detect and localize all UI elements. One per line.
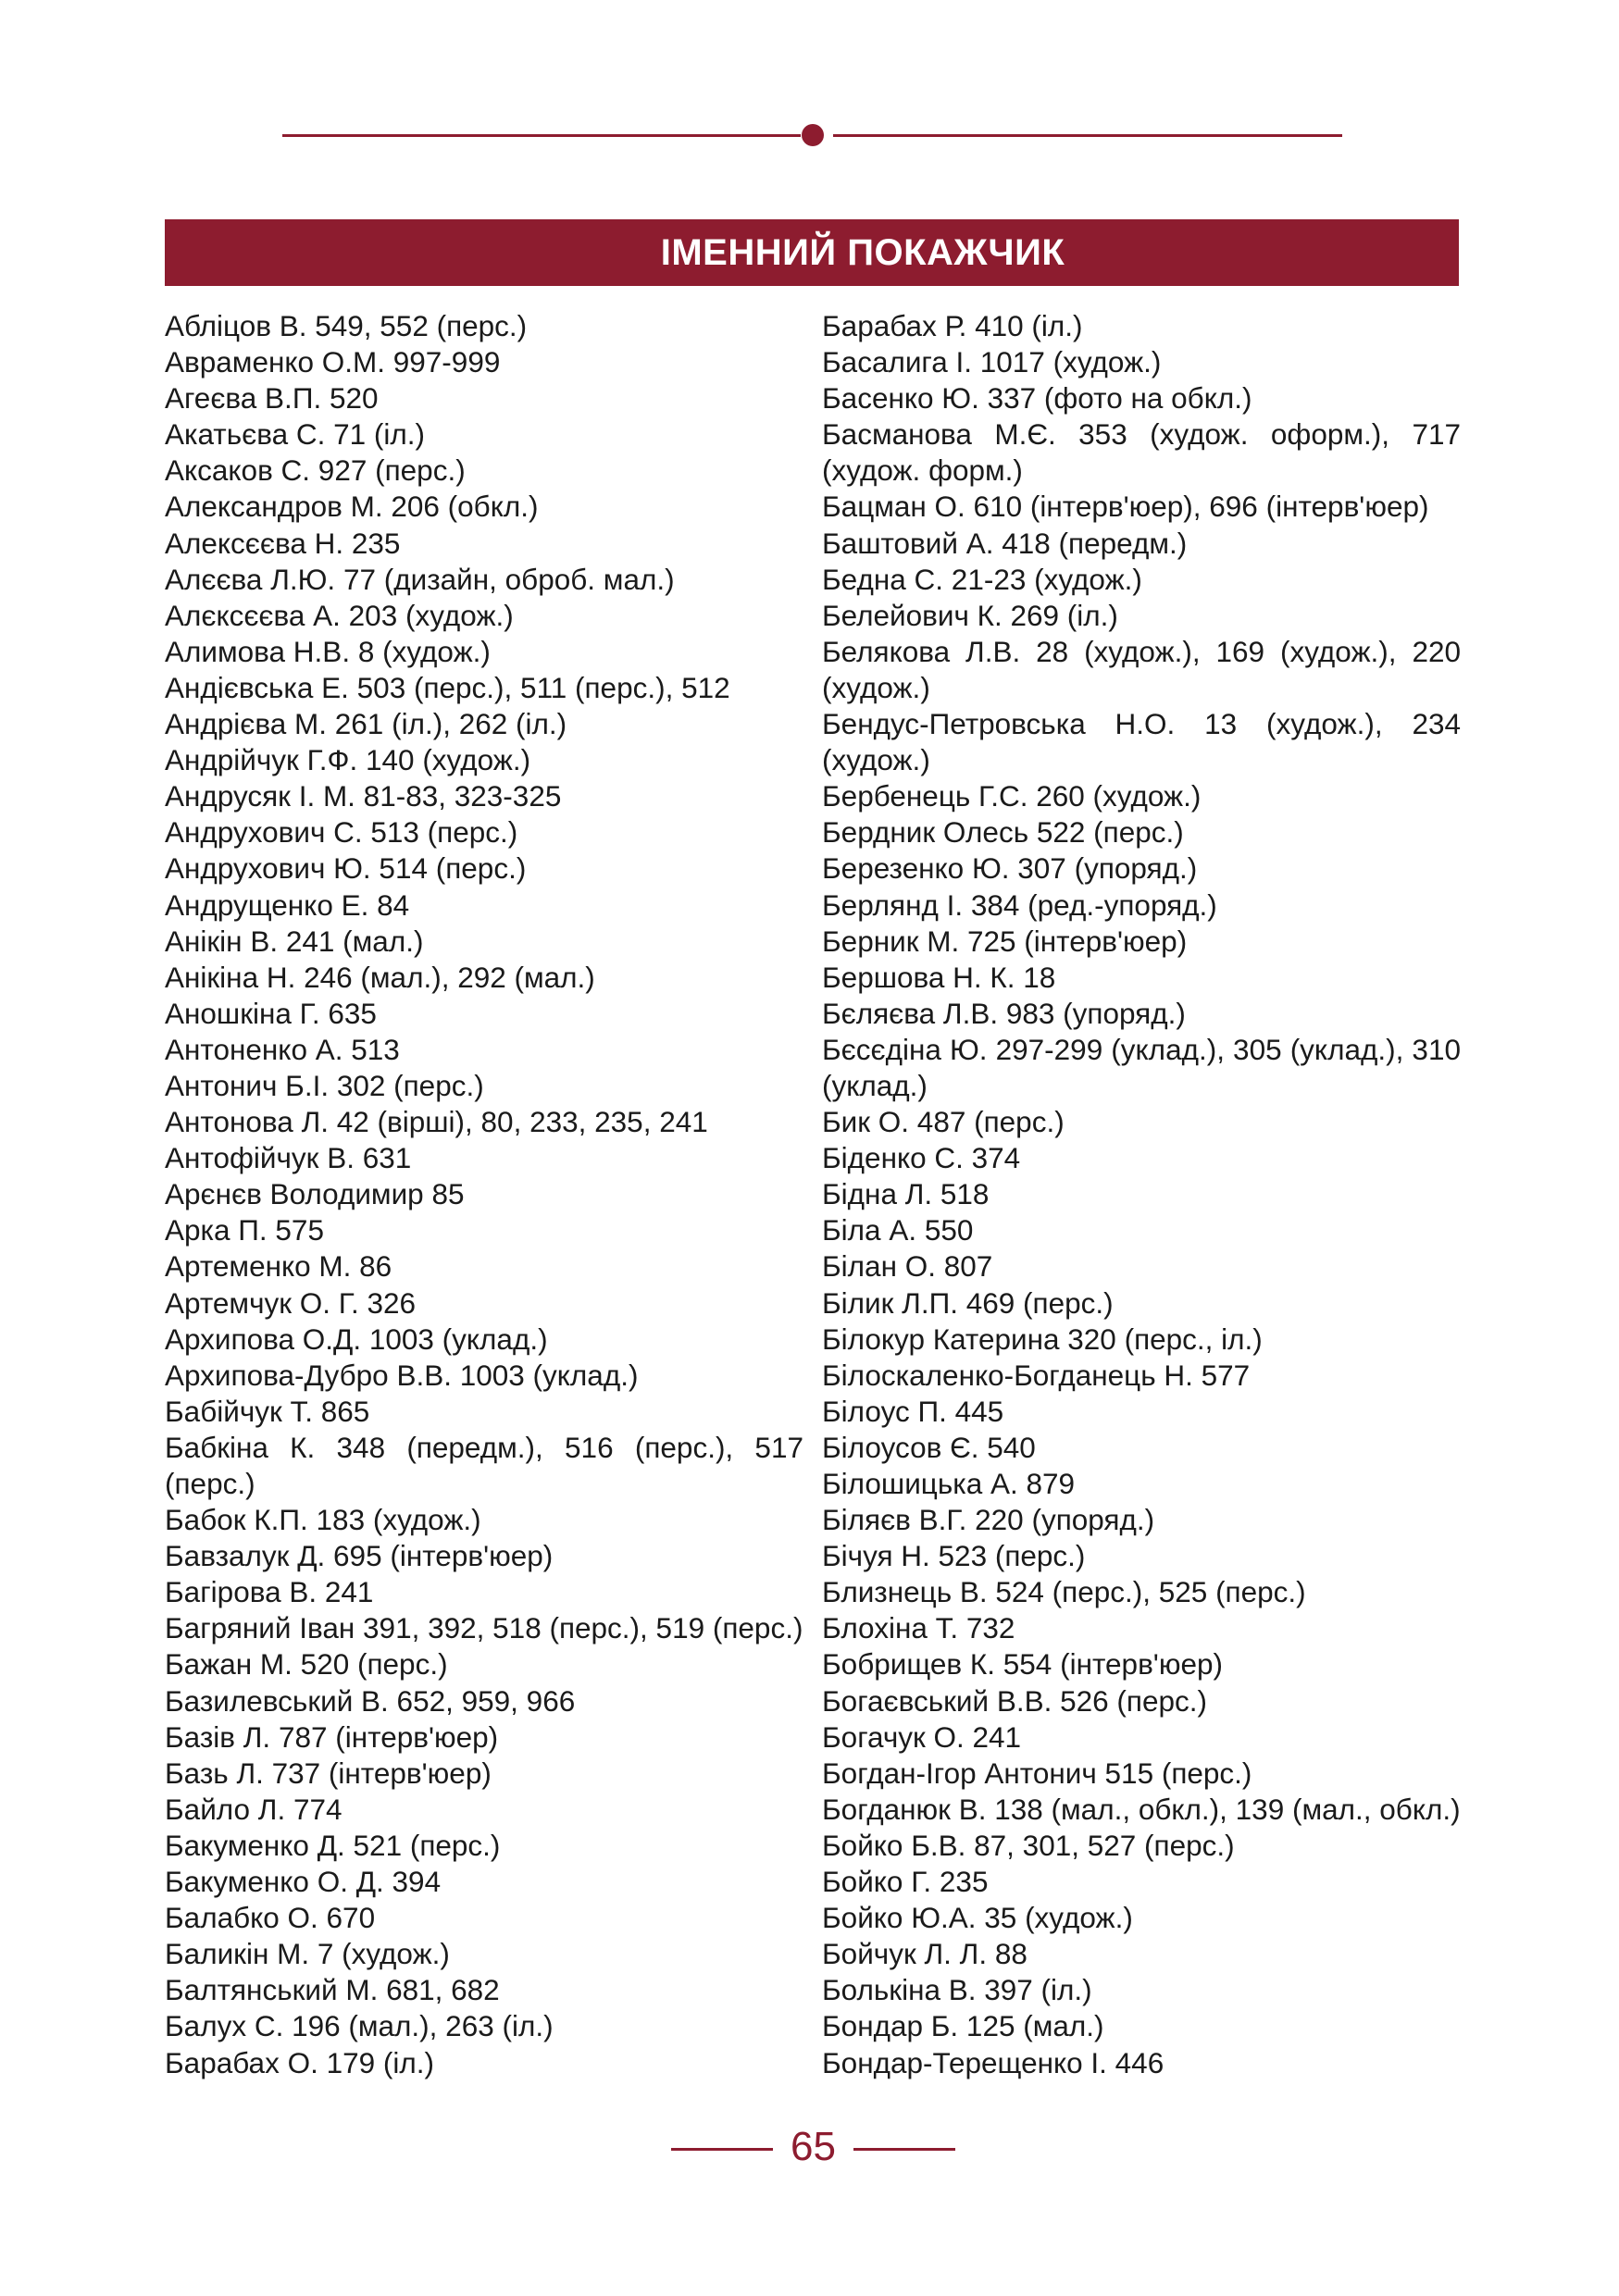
index-entry: Білик Л.П. 469 (перс.) — [822, 1285, 1114, 1320]
index-entry: Бажан М. 520 (перс.) — [165, 1647, 448, 1682]
top-ornament — [0, 0, 1619, 167]
index-entry: Бідна Л. 518 — [822, 1177, 990, 1211]
index-column-right — [822, 308, 1461, 2081]
index-entry: Бершова Н. К. 18 — [822, 960, 1056, 994]
index-entry: Андрущенко Е. 84 — [165, 887, 410, 922]
index-entry: Біляєв В.Г. 220 (упоряд.) — [822, 1503, 1155, 1537]
index-entry: Балтянський М. 681, 682 — [165, 1973, 500, 2007]
index-entry: Андієвська Е. 503 (перс.), 511 (перс.), 512 — [165, 670, 730, 704]
footer-line-right — [853, 2148, 955, 2151]
index-entry: Агеєва В.П. 520 — [165, 381, 379, 416]
index-entry: Александров М. 206 (обкл.) — [165, 490, 539, 524]
index-entry: Бацман О. 610 (інтерв'юер), 696 (інтерв'юер) — [822, 490, 1429, 524]
index-entry: Абліцов В. 549, 552 (перс.) — [165, 309, 528, 342]
page-title: ІМЕННИЙ ПОКАЖЧИК — [660, 231, 1065, 273]
index-entry: Артеменко М. 86 — [165, 1249, 392, 1284]
index-entry: Арєнєв Володимир 85 — [165, 1177, 465, 1211]
index-entry: Бондар Б. 125 (мал.) — [822, 2009, 1104, 2043]
index-entry: Богдан-Ігор Антонич 515 (перс.) — [822, 1756, 1252, 1790]
index-entry: Бондар-Терещенко І. 446 — [822, 2045, 1164, 2079]
ornament-line-right — [833, 134, 1342, 137]
index-entry: Бойко Б.В. 87, 301, 527 (перс.) — [822, 1828, 1235, 1862]
index-entry: Біла А. 550 — [822, 1213, 974, 1247]
index-entry: Бакуменко О. Д. 394 — [165, 1865, 442, 1899]
index-entry: Богданюк В. 138 (мал., обкл.), 139 (мал., обкл.) — [822, 1792, 1461, 1826]
ornament-line-left — [282, 134, 801, 137]
index-entry: Анікіна Н. 246 (мал.), 292 (мал.) — [165, 960, 595, 994]
index-entry: Базилевський В. 652, 959, 966 — [165, 1683, 576, 1718]
index-entry: Акатьєва С. 71 (іл.) — [165, 417, 426, 452]
index-entry: Андрухович С. 513 (перс.) — [165, 815, 518, 850]
index-entry: Байло Л. 774 — [165, 1792, 342, 1826]
index-entry: Архипова О.Д. 1003 (уклад.) — [165, 1322, 548, 1356]
index-entry: Багряний Іван 391, 392, 518 (перс.), 519 (перс.) — [165, 1611, 803, 1645]
index-entry: Барабах О. 179 (іл.) — [165, 2045, 434, 2079]
index-entry: Бавзалук Д. 695 (інтерв'юер) — [165, 1539, 554, 1573]
index-entry: Алєєва Л.Ю. 77 (дизайн, оброб. мал.) — [165, 562, 675, 596]
index-entry: Богаєвський В.В. 526 (перс.) — [822, 1683, 1208, 1718]
index-entry: Алексєєва Н. 235 — [165, 526, 401, 560]
index-entry: Болькіна В. 397 (іл.) — [822, 1973, 1092, 2007]
index-entry: Бабкіна К. 348 (передм.), 516 (перс.), 517 (перс.) — [165, 1430, 803, 1500]
index-entry: Антоненко А. 513 — [165, 1032, 400, 1066]
index-entry: Бербенець Г.С. 260 (худож.) — [822, 779, 1202, 813]
index-entry: Білан О. 807 — [822, 1249, 993, 1284]
index-entry: Біденко С. 374 — [822, 1141, 1021, 1175]
index-entry: Берлянд І. 384 (ред.-упоряд.) — [822, 887, 1217, 922]
index-entry: Бєляєва Л.В. 983 (упоряд.) — [822, 996, 1186, 1030]
index-entry: Андрієва М. 261 (іл.), 262 (іл.) — [165, 707, 567, 741]
index-entry: Близнець В. 524 (перс.), 525 (перс.) — [822, 1575, 1306, 1609]
index-entry: Бендус-Петровська Н.О. 13 (худож.), 234 (худож.) — [822, 707, 1461, 777]
index-entry: Басманова М.Є. 353 (худож. оформ.), 717 (худож. форм.) — [822, 417, 1461, 488]
index-entry: Бабок К.П. 183 (худож.) — [165, 1503, 481, 1537]
index-entry: Балабко О. 670 — [165, 1901, 376, 1935]
index-entry: Бєсєдіна Ю. 297-299 (уклад.), 305 (уклад.), 310 (уклад.) — [822, 1032, 1461, 1102]
index-entry: Білокур Катерина 320 (перс., іл.) — [822, 1322, 1263, 1356]
index-entry: Аношкіна Г. 635 — [165, 996, 377, 1030]
index-entry: Андрухович Ю. 514 (перс.) — [165, 851, 527, 886]
index-column-left — [165, 308, 803, 2081]
index-entry: Архипова-Дубро В.В. 1003 (уклад.) — [165, 1358, 639, 1392]
index-entry: Басенко Ю. 337 (фото на обкл.) — [822, 381, 1252, 416]
index-entry: Белейович К. 269 (іл.) — [822, 598, 1118, 632]
index-entry: Бойко Г. 235 — [822, 1865, 989, 1899]
index-entry: Андрусяк І. М. 81-83, 323-325 — [165, 779, 562, 813]
index-entry: Бойко Ю.А. 35 (худож.) — [822, 1901, 1133, 1935]
index-entry: Авраменко О.М. 997-999 — [165, 345, 501, 379]
index-entry: Алєксєєва А. 203 (худож.) — [165, 598, 514, 632]
index-entry: Бобрищев К. 554 (інтерв'юер) — [822, 1647, 1223, 1682]
ornament-dot — [802, 124, 824, 146]
index-entry: Барабах Р. 410 (іл.) — [822, 309, 1083, 342]
index-entry: Андрійчук Г.Ф. 140 (худож.) — [165, 743, 531, 777]
index-entry: Анікін В. 241 (мал.) — [165, 924, 424, 958]
index-entry: Арка П. 575 — [165, 1213, 324, 1247]
index-entry: Багірова В. 241 — [165, 1575, 374, 1609]
title-band — [165, 219, 1459, 286]
index-entry: Антофійчук В. 631 — [165, 1141, 412, 1175]
index-entry: Антонич Б.І. 302 (перс.) — [165, 1068, 484, 1102]
index-entry: Базів Л. 787 (інтерв'юер) — [165, 1719, 499, 1754]
index-entry: Білоус П. 445 — [822, 1394, 1004, 1428]
index-entry: Бердник Олесь 522 (перс.) — [822, 815, 1184, 850]
index-entry: Бабійчук Т. 865 — [165, 1394, 370, 1428]
index-entry: Берник М. 725 (інтерв'юер) — [822, 924, 1188, 958]
footer-line-left — [671, 2148, 773, 2151]
index-entry: Березенко Ю. 307 (упоряд.) — [822, 851, 1198, 886]
index-entry: Аксаков С. 927 (перс.) — [165, 453, 466, 488]
index-entry: Білоусов Є. 540 — [822, 1430, 1036, 1464]
index-entry: Базь Л. 737 (інтерв'юер) — [165, 1756, 492, 1790]
index-entry: Бик О. 487 (перс.) — [822, 1105, 1065, 1139]
page-number: 65 — [791, 2124, 836, 2169]
index-entry: Баштовий А. 418 (передм.) — [822, 526, 1188, 560]
index-entry: Богачук О. 241 — [822, 1719, 1022, 1754]
index-entry: Балух С. 196 (мал.), 263 (іл.) — [165, 2009, 554, 2043]
index-entry: Бедна С. 21-23 (худож.) — [822, 562, 1142, 596]
page-footer — [0, 2119, 1619, 2175]
index-entry: Баликін М. 7 (худож.) — [165, 1937, 450, 1971]
index-entry: Артемчук О. Г. 326 — [165, 1285, 417, 1320]
index-entry: Білошицька А. 879 — [822, 1467, 1076, 1500]
index-entry: Бічуя Н. 523 (перс.) — [822, 1539, 1086, 1573]
index-entry: Алимова Н.В. 8 (худож.) — [165, 634, 491, 668]
index-entry: Бакуменко Д. 521 (перс.) — [165, 1828, 501, 1862]
index-entry: Басалига І. 1017 (худож.) — [822, 345, 1162, 379]
index-entry: Бойчук Л. Л. 88 — [822, 1937, 1027, 1971]
index-entry: Блохіна Т. 732 — [822, 1611, 1015, 1645]
index-entry: Белякова Л.В. 28 (худож.), 169 (худож.), 220 (худож.) — [822, 634, 1461, 704]
index-entry: Білоскаленко-Богданець Н. 577 — [822, 1358, 1251, 1392]
index-entry: Антонова Л. 42 (вірші), 80, 233, 235, 241 — [165, 1105, 708, 1139]
